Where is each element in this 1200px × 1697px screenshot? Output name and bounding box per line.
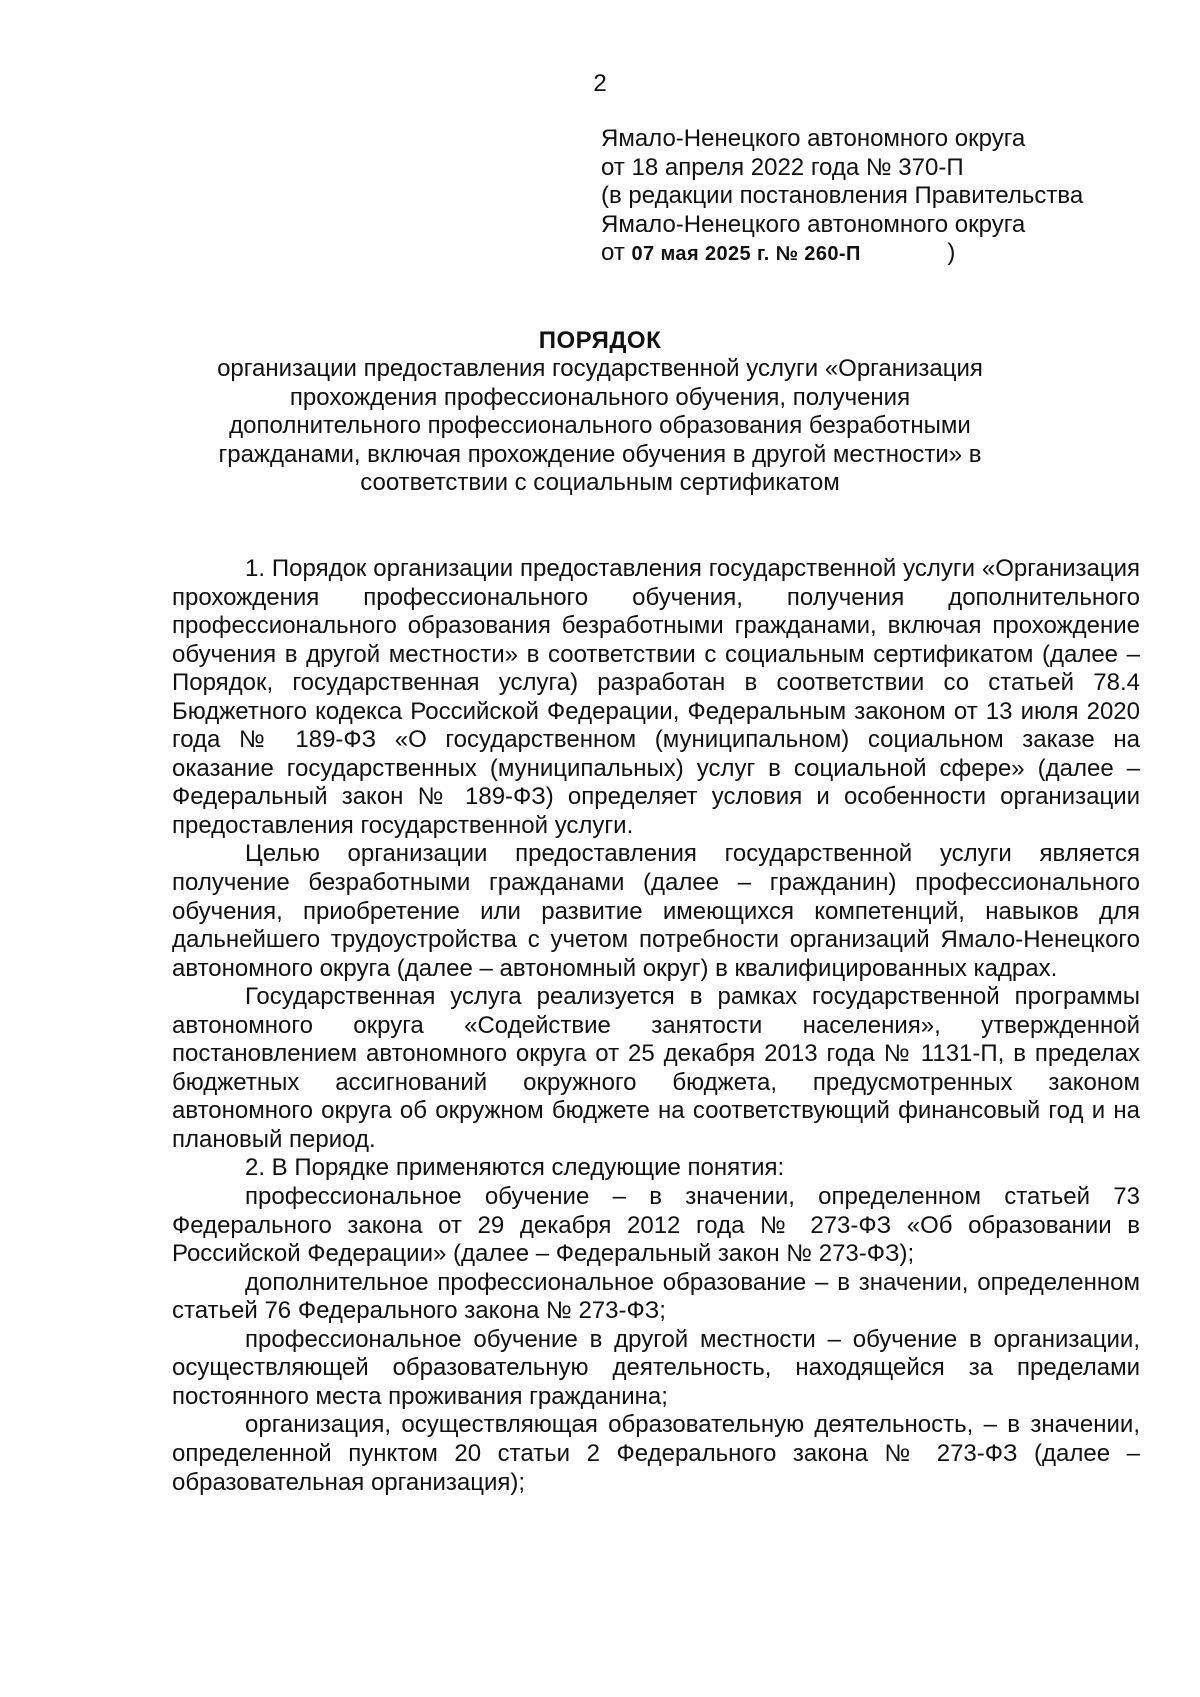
paragraph-4: 2. В Порядке применяются следующие понятия: [245,1154,785,1182]
document-subtitle: организации предоставления государственной услуги «Организация прохождения профессионального обучения, получения дополнительного профессионального образования безработными гражданами, включая прохождение обучения в другой местности» в соответствии с социальным сертификатом [217,355,983,497]
header-line-3: (в редакции постановления Правительства [601,182,1084,209]
header-line-5 [601,239,1161,269]
page-number: 2 [593,70,607,97]
document-reference-header [601,125,1161,269]
paragraph-7: профессиональное обучение в другой местности – обучение в организации, осуществляющей образовательную деятельность, находящейся за пределами постоянного места проживания гражданина; [172,1325,1140,1410]
document-body [172,555,1140,1497]
header-line-2: от 18 апреля 2022 года № 370-П [601,153,964,181]
header-close-paren: ) [947,239,956,266]
header-line-1: Ямало-Ненецкого автономного округа [601,125,1026,152]
header-line-4: Ямало-Ненецкого автономного округа [601,210,1026,238]
paragraph-1: 1. Порядок организации предоставления государственной услуги «Организация прохождения профессионального обучения, получения дополнительного профессионального образования безработными гражданами, включая прохождение обучения в другой местности» в соответствии с социальным сертификатом (далее – Порядок, государственная услуга) разработан в соответствии со статьей 78.4 Бюджетного кодекса Российской Федерации, Федеральным законом от 13 июля 2020 года № 189-ФЗ «О государственном (муниципальном) социальном заказе на оказание государственных (муниципальных) услуг в социальной сфере» (далее – Федеральный закон № 189-ФЗ) определяет условия и особенности организации предоставления государственной услуги. [172,555,1140,839]
paragraph-5: профессиональное обучение – в значении, определенном статьей 73 Федерального закона от 29 декабря 2012 года № 273-ФЗ «Об образовании в Российской Федерации» (далее – Федеральный закон № 273-ФЗ); [172,1183,1140,1268]
paragraph-6: дополнительное профессиональное образование – в значении, определенном статьей 76 Федерального закона № 273-ФЗ; [172,1268,1140,1325]
header-date-prefix: от [601,239,625,266]
paragraph-2: Целью организации предоставления государственной услуги является получение безработными гражданами (далее – гражданин) профессионального обучения, приобретение или развитие имеющихся компетенций, навыков для дальнейшего трудоустройства с учетом потребности организаций Ямало-Ненецкого автономного округа (далее – автономный округ) в квалифицированных кадрах. [172,840,1140,982]
document-title: ПОРЯДОК [538,327,662,354]
paragraph-8: организация, осуществляющая образовательную деятельность, – в значении, определенной пунктом 20 статьи 2 Федерального закона № 273-ФЗ (далее – образовательная организация); [172,1411,1140,1496]
amendment-number: 07 мая 2025 г. № 260-П [631,243,861,265]
paragraph-3: Государственная услуга реализуется в рамках государственной программы автономного округа «Содействие занятости населения», утвержденной постановлением автономного округа от 25 декабря 2013 года № 1131-П, в пределах бюджетных ассигнований окружного бюджета, предусмотренных законом автономного округа об окружном бюджете на соответствующий финансовый год и на плановый период. [172,983,1140,1153]
